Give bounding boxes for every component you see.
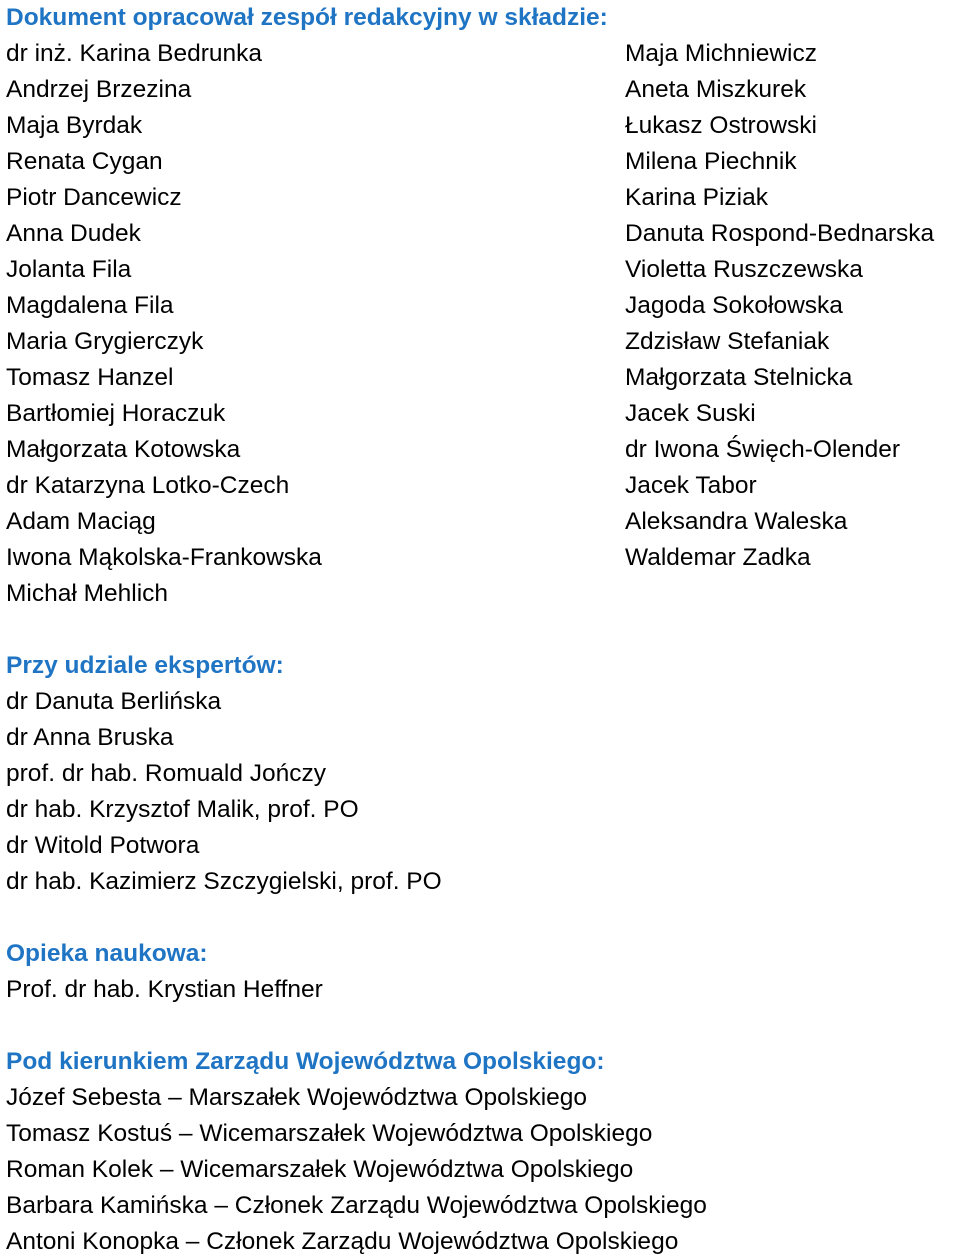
team-member: Karina Piziak [625, 184, 768, 211]
board-heading: Pod kierunkiem Zarządu Województwa Opolskiego: [6, 1048, 605, 1075]
scientific-care-heading: Opieka naukowa: [6, 940, 208, 967]
team-member: Aleksandra Waleska [625, 508, 848, 535]
expert-item: dr Anna Bruska [6, 724, 174, 751]
team-member: Michał Mehlich [6, 580, 169, 607]
board-member: Roman Kolek – Wicemarszałek Województwa Opolskiego [6, 1156, 634, 1183]
expert-item: dr Witold Potwora [6, 832, 200, 859]
board-member: Tomasz Kostuś – Wicemarszałek Województwa Opolskiego [6, 1120, 653, 1147]
team-member: dr Katarzyna Lotko-Czech [6, 472, 290, 499]
experts-section [6, 648, 956, 900]
team-member: dr inż. Karina Bedrunka [6, 40, 263, 67]
section-gap [6, 1008, 956, 1044]
expert-item: dr hab. Kazimierz Szczygielski, prof. PO [6, 868, 442, 895]
team-member: Milena Piechnik [625, 148, 797, 175]
board-member: Józef Sebesta – Marszałek Województwa Opolskiego [6, 1084, 588, 1111]
team-member: Waldemar Zadka [625, 544, 811, 571]
expert-item: prof. dr hab. Romuald Jończy [6, 760, 327, 787]
section-gap [6, 900, 956, 936]
board-member: Barbara Kamińska – Członek Zarządu Województwa Opolskiego [6, 1192, 707, 1219]
scientific-care-item: Prof. dr hab. Krystian Heffner [6, 976, 323, 1003]
team-section [6, 0, 956, 612]
team-member: Małgorzata Kotowska [6, 436, 241, 463]
expert-item: dr Danuta Berlińska [6, 688, 222, 715]
team-member: Jacek Suski [625, 400, 756, 427]
team-member: dr Iwona Święch-Olender [625, 436, 901, 463]
team-member: Jolanta Fila [6, 256, 132, 283]
team-member: Maja Byrdak [6, 112, 143, 139]
team-member: Maria Grygierczyk [6, 328, 204, 355]
section-gap [6, 612, 956, 648]
team-right-column [625, 36, 960, 576]
board-section [6, 1044, 956, 1260]
team-member: Anna Dudek [6, 220, 141, 247]
team-member: Łukasz Ostrowski [625, 112, 817, 139]
team-member: Tomasz Hanzel [6, 364, 174, 391]
team-heading: Dokument opracował zespół redakcyjny w składzie: [6, 4, 608, 31]
team-member: Piotr Dancewicz [6, 184, 182, 211]
team-member: Iwona Mąkolska-Frankowska [6, 544, 322, 571]
team-member: Adam Maciąg [6, 508, 156, 535]
expert-item: dr hab. Krzysztof Malik, prof. PO [6, 796, 359, 823]
team-member: Zdzisław Stefaniak [625, 328, 830, 355]
team-member: Bartłomiej Horaczuk [6, 400, 226, 427]
team-member: Violetta Ruszczewska [625, 256, 863, 283]
team-member: Renata Cygan [6, 148, 163, 175]
team-member: Maja Michniewicz [625, 40, 817, 67]
scientific-care-section [6, 936, 956, 1008]
team-member: Aneta Miszkurek [625, 76, 807, 103]
team-member: Magdalena Fila [6, 292, 174, 319]
experts-heading: Przy udziale ekspertów: [6, 652, 284, 679]
team-member: Danuta Rospond-Bednarska [625, 220, 935, 247]
team-member: Jagoda Sokołowska [625, 292, 843, 319]
board-member: Antoni Konopka – Członek Zarządu Województwa Opolskiego [6, 1228, 679, 1255]
team-left-column [6, 36, 606, 612]
document-page [6, 0, 956, 1260]
team-member: Małgorzata Stelnicka [625, 364, 853, 391]
team-member: Andrzej Brzezina [6, 76, 192, 103]
team-member: Jacek Tabor [625, 472, 757, 499]
